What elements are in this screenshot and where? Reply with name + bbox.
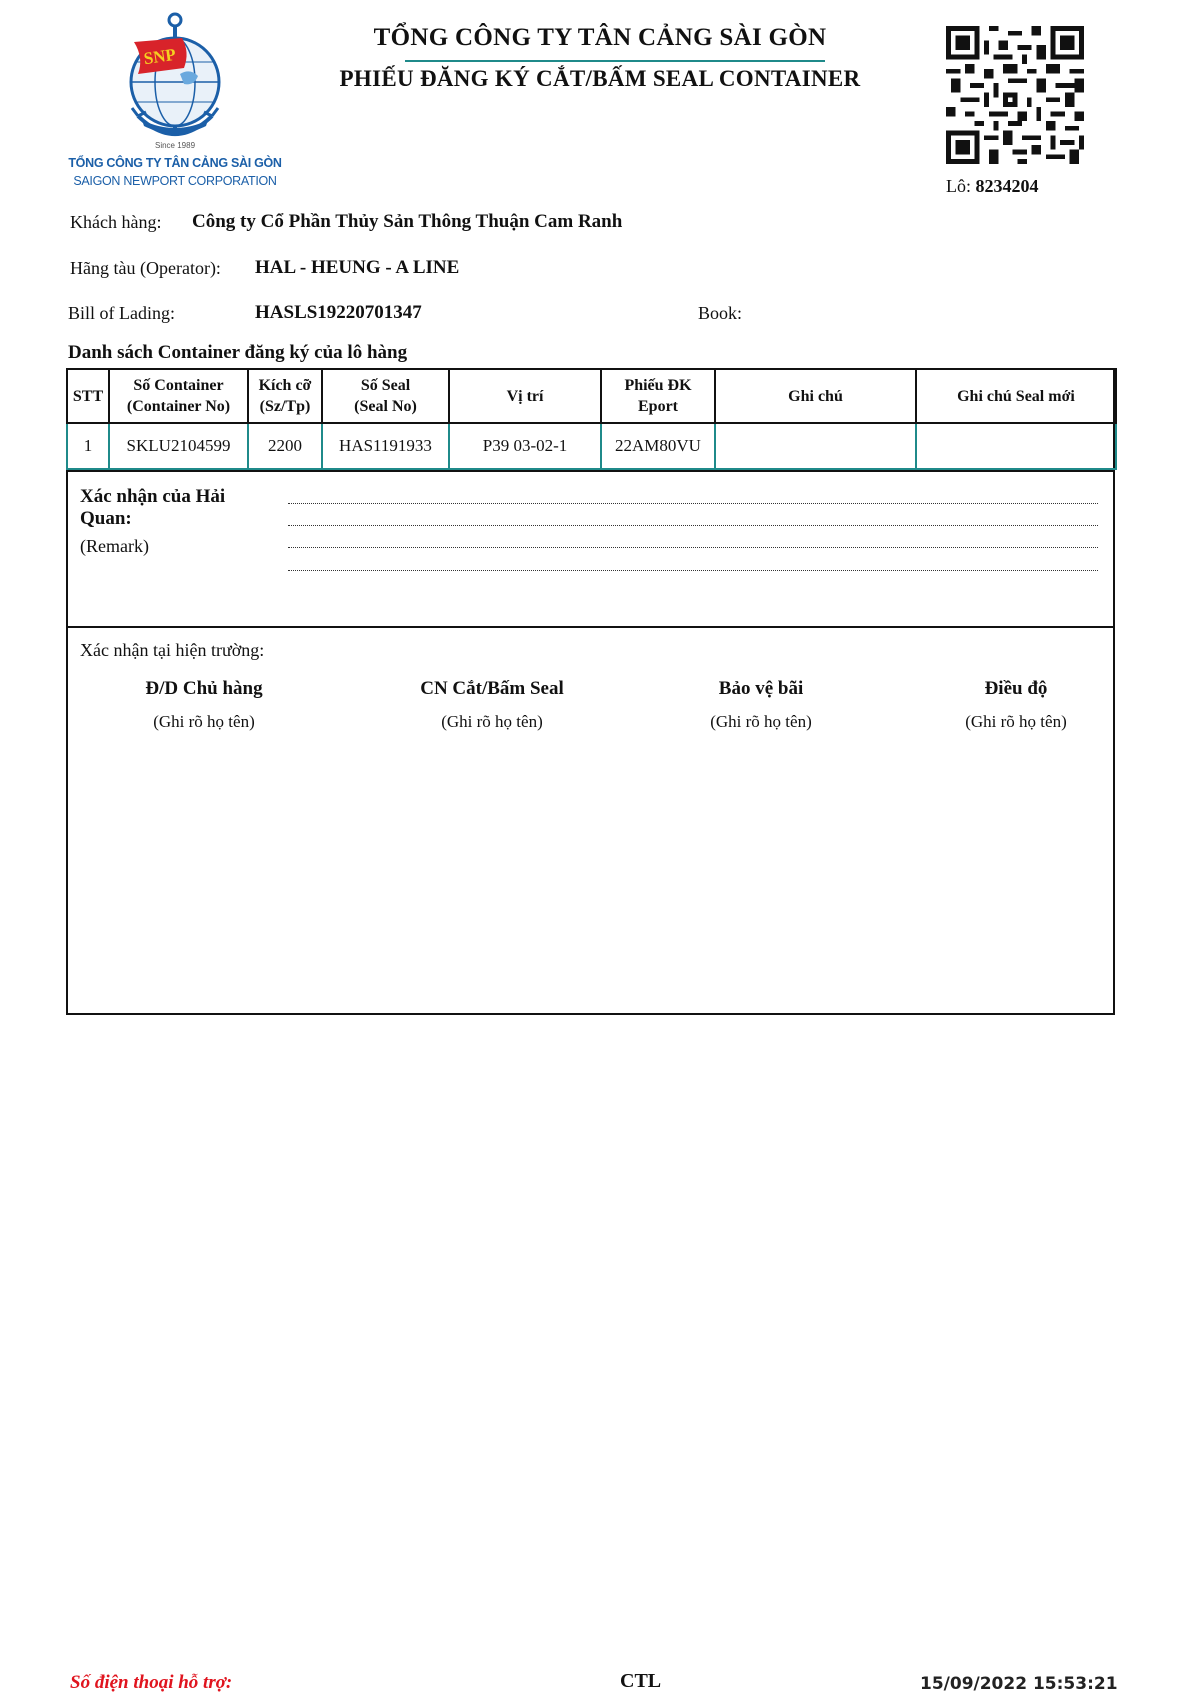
dotted-line <box>288 525 1098 526</box>
dotted-line <box>288 570 1098 571</box>
cell-stt: 1 <box>67 423 109 469</box>
support-phone-label: Số điện thoại hỗ trợ: <box>70 1672 233 1693</box>
signer-title: CN Cắt/Bấm Seal <box>420 678 564 699</box>
header-size: Kích cỡ (Sz/Tp) <box>248 369 322 423</box>
section-divider <box>66 626 1115 628</box>
header-stt: STT <box>67 369 109 423</box>
signer-note: (Ghi rõ họ tên) <box>153 712 255 731</box>
cell-location: P39 03-02-1 <box>449 423 601 469</box>
customs-remark: (Remark) <box>80 536 149 556</box>
dotted-line <box>288 547 1098 548</box>
header-seal-no: Số Seal (Seal No) <box>322 369 449 423</box>
header-location: Vị trí <box>449 369 601 423</box>
title-underline <box>405 60 825 62</box>
logo-company-vn: TỔNG CÔNG TY TÂN CẢNG SÀI GÒN <box>68 156 282 170</box>
header-note: Ghi chú <box>715 369 916 423</box>
customs-title: Xác nhận của Hải Quan: <box>80 486 226 529</box>
signer-note: (Ghi rõ họ tên) <box>965 712 1067 731</box>
company-logo <box>60 12 290 192</box>
customer-label: Khách hàng: <box>70 212 162 232</box>
table-header-row <box>67 369 1116 423</box>
header-new-seal-note: Ghi chú Seal mới <box>916 369 1116 423</box>
logo-since: Since 1989 <box>154 141 196 150</box>
table-row <box>67 423 1116 469</box>
header-container-no: Số Container (Container No) <box>109 369 248 423</box>
signer-title: Bảo vệ bãi <box>718 678 804 699</box>
bill-of-lading-label: Bill of Lading: <box>68 303 175 323</box>
cell-note <box>715 423 916 469</box>
container-list-title: Danh sách Container đăng ký của lô hàng <box>68 342 408 363</box>
signer-title: Đ/D Chủ hàng <box>145 678 263 699</box>
field-confirm-label: Xác nhận tại hiện trường: <box>80 640 265 660</box>
form-title: PHIẾU ĐĂNG KÝ CẮT/BẤM SEAL CONTAINER <box>339 66 861 91</box>
qr-code-icon <box>946 26 1084 164</box>
cell-seal-no: HAS1191933 <box>322 423 449 469</box>
header-eport: Phiếu ĐK Eport <box>601 369 715 423</box>
bill-of-lading-value: HASLS19220701347 <box>255 302 422 323</box>
book-label: Book: <box>698 303 743 323</box>
lot-number <box>946 176 1039 197</box>
signer-title: Điều độ <box>984 678 1048 699</box>
operator-value: HAL - HEUNG - A LINE <box>255 257 460 278</box>
print-timestamp: 15/09/2022 15:53:21 <box>920 1674 1118 1694</box>
logo-company-en: SAIGON NEWPORT CORPORATION <box>73 174 277 188</box>
lot-label: Lô: <box>946 176 971 196</box>
cell-size: 2200 <box>248 423 322 469</box>
footer-code: CTL <box>620 1670 662 1692</box>
cell-new-seal-note <box>916 423 1116 469</box>
signer-note: (Ghi rõ họ tên) <box>710 712 812 731</box>
container-table <box>66 368 1117 470</box>
customer-value: Công ty Cổ Phần Thủy Sản Thông Thuận Cam Ranh <box>192 211 623 232</box>
company-title: TỔNG CÔNG TY TÂN CẢNG SÀI GÒN <box>373 24 827 51</box>
section-divider <box>66 470 1115 472</box>
dotted-line <box>288 503 1098 504</box>
cell-container-no: SKLU2104599 <box>109 423 248 469</box>
signer-note: (Ghi rõ họ tên) <box>441 712 543 731</box>
operator-label: Hãng tàu (Operator): <box>70 258 221 278</box>
lot-value: 8234204 <box>975 176 1039 196</box>
anchor-globe-logo-icon <box>120 12 230 152</box>
svg-text:SNP: SNP <box>142 44 178 69</box>
cell-eport: 22AM80VU <box>601 423 715 469</box>
